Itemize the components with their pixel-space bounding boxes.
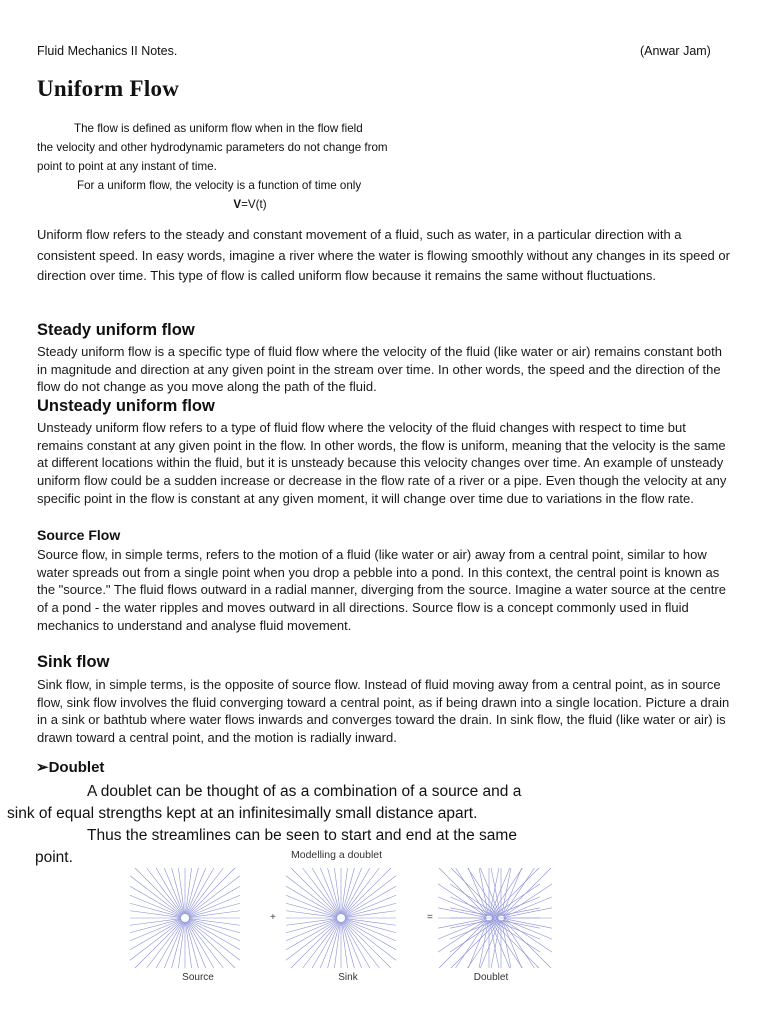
source-streamline: [130, 919, 181, 926]
sink-streamline: [344, 921, 391, 968]
sink-streamline: [342, 922, 354, 968]
sink-streamline: [286, 919, 337, 933]
doublet-line-4: point.: [35, 849, 73, 866]
sink-streamline: [291, 868, 338, 915]
doublet-streamline: [504, 919, 552, 929]
source-streamline: [186, 868, 192, 914]
header-left: Fluid Mechanics II Notes.: [37, 44, 178, 58]
doublet-heading: [36, 758, 104, 776]
source-streamline: [172, 868, 184, 914]
source-streamline: [186, 922, 192, 968]
sink-streamline: [344, 876, 396, 916]
arrow-bullet-icon: ➢: [36, 759, 49, 776]
sink-streamline: [342, 868, 348, 914]
formula-rest: =V(t): [241, 198, 267, 211]
definition-line-3: point to point at any instant of time.: [37, 160, 217, 173]
sink-streamline: [343, 868, 379, 915]
source-label: Source: [182, 972, 214, 983]
source-streamline: [187, 868, 223, 915]
unsteady-uniform-heading: Unsteady uniform flow: [37, 397, 215, 415]
uniform-flow-definition: [37, 119, 453, 214]
steady-uniform-paragraph: Steady uniform flow is a specific type of fluid flow where the velocity of the fluid (like water or air) remains constant both in magnitude and direction at any given point in the stream over time. In other words, the speed and the direction of the flow do not change as you move along the path of the fluid.: [37, 344, 722, 395]
sink-streamline: [286, 903, 337, 917]
source-field-diagram: [130, 868, 240, 968]
source-streamline: [189, 903, 240, 917]
uniform-flow-paragraph: Uniform flow refers to the steady and constant movement of a fluid, such as water, in a particular direction with a consistent speed. In easy words, imagine a river where the water is flowing smoothly without any changes in its speed or direction over time. This type of flow is called uniform flow because it remains the same without fluctuations.: [37, 227, 730, 284]
sink-label: Sink: [338, 972, 358, 983]
source-flow-heading: Source Flow: [37, 527, 121, 543]
sink-streamline: [334, 868, 340, 914]
doublet-streamline: [503, 868, 551, 916]
equals-sign: =: [427, 912, 433, 923]
doublet-streamline: [479, 868, 488, 915]
doublet-figure: [128, 866, 558, 970]
source-streamline: [135, 868, 182, 915]
header-right: (Anwar Jam): [640, 44, 711, 58]
uniform-flow-title: Uniform Flow: [37, 76, 180, 101]
source-streamline: [130, 911, 181, 918]
plus-sign: +: [270, 912, 276, 923]
sink-streamline: [343, 921, 379, 968]
source-streamline: [130, 920, 182, 960]
source-streamline: [135, 921, 182, 968]
source-streamline: [130, 919, 181, 933]
source-streamline: [188, 920, 240, 960]
unsteady-uniform-paragraph: Unsteady uniform flow refers to a type of fluid flow where the velocity of the fluid changes with respect to time but remains constant at any given point in the flow. In other words, the flow is uniform, meaning that the velocity is the same at different locations within the fluid, but it is unsteady because this velocity changes over time. An example of unsteady uniform flow could be a sudden increase or decrease in the flow rate of a river or a pipe. Even though the velocity at any specific point in the flow is constant at any given moment, it will change over time due to variations in the flow rate.: [37, 420, 727, 506]
doublet-line-1: A doublet can be thought of as a combination of a source and a: [87, 783, 522, 800]
sink-flow-heading: Sink flow: [37, 653, 110, 671]
sink-flow-paragraph: Sink flow, in simple terms, is the opposite of source flow. Instead of fluid moving away from a central point, as in source flow, sink flow involves the fluid converging toward a central point, as if being drawn into a single location. Picture a drain in a sink or bathtub where water flows inwards and converges toward the drain. In sink flow, the fluid (like water or air) is drawn toward a central point, and the motion is radially inward.: [37, 677, 730, 746]
steady-uniform-heading: Steady uniform flow: [37, 321, 195, 339]
doublet-streamline: [439, 868, 487, 916]
source-streamline: [188, 921, 235, 968]
doublet-line-3: Thus the streamlines can be seen to start and end at the same: [87, 827, 517, 844]
velocity-formula: [37, 195, 453, 214]
source-flow-paragraph: Source flow, in simple terms, refers to the motion of a fluid (like water or air) away from a central point, similar to how water spreads out from a single point when you drop a pebble into a pond. In this context, the central point is known as the "source." The fluid flows outward in a radial manner, diverging from the source. Imagine a water source at the centre of a pond - the water ripples and moves outward in all directions. Source flow is a concept commonly used in fluid mechanics to understand and analyse fluid movement.: [37, 547, 726, 633]
doublet-heading-text: Doublet: [48, 759, 105, 776]
sink-streamline: [286, 919, 337, 926]
source-streamline: [188, 876, 240, 916]
sink-streamline: [345, 919, 396, 926]
sink-streamline: [342, 868, 354, 914]
sink-streamline: [286, 876, 338, 916]
definition-line-2: the velocity and other hydrodynamic parameters do not change from: [37, 141, 388, 154]
doublet-streamline: [502, 921, 511, 968]
doublet-streamline: [438, 919, 486, 929]
source-streamline: [187, 921, 223, 968]
source-streamline: [147, 868, 183, 915]
source-streamline: [186, 868, 198, 914]
definition-line-4: For a uniform flow, the velocity is a function of time only: [77, 179, 362, 192]
source-streamline: [178, 868, 184, 914]
doublet-figure-title: Modelling a doublet: [291, 849, 383, 861]
source-streamline: [178, 922, 184, 968]
source-streamline: [186, 922, 198, 968]
definition-line-1: The flow is defined as uniform flow when in the flow field: [74, 122, 363, 135]
source-streamline: [147, 921, 183, 968]
sink-streamline: [344, 920, 396, 960]
source-streamline: [130, 903, 181, 917]
doublet-streamline: [502, 868, 511, 915]
doublet-streamline: [479, 921, 488, 968]
source-streamline: [172, 922, 184, 968]
sink-streamline: [345, 911, 396, 918]
doublet-streamline: [503, 920, 551, 968]
doublet-streamline: [504, 908, 552, 918]
sink-field-diagram: [286, 868, 396, 968]
sink-streamline: [328, 868, 340, 914]
sink-streamline: [345, 919, 396, 933]
source-streamline: [130, 876, 182, 916]
sink-streamline: [286, 920, 338, 960]
source-streamline: [189, 911, 240, 918]
sink-streamline: [303, 868, 339, 915]
doublet-label: Doublet: [473, 972, 509, 983]
sink-streamline: [286, 911, 337, 918]
sink-streamline: [344, 868, 391, 915]
sink-streamline: [342, 922, 348, 968]
formula-symbol: V: [233, 198, 242, 211]
source-streamline: [188, 868, 235, 915]
doublet-field-diagram: [438, 868, 552, 968]
sink-streamline: [328, 922, 340, 968]
sink-streamline: [291, 921, 338, 968]
sink-streamline: [334, 922, 340, 968]
doublet-streamline: [438, 908, 486, 918]
sink-streamline: [345, 903, 396, 917]
sink-streamline: [303, 921, 339, 968]
doublet-streamline: [439, 920, 487, 968]
source-streamline: [189, 919, 240, 933]
source-streamline: [189, 919, 240, 926]
doublet-line-2: sink of equal strengths kept at an infinitesimally small distance apart.: [7, 805, 478, 822]
